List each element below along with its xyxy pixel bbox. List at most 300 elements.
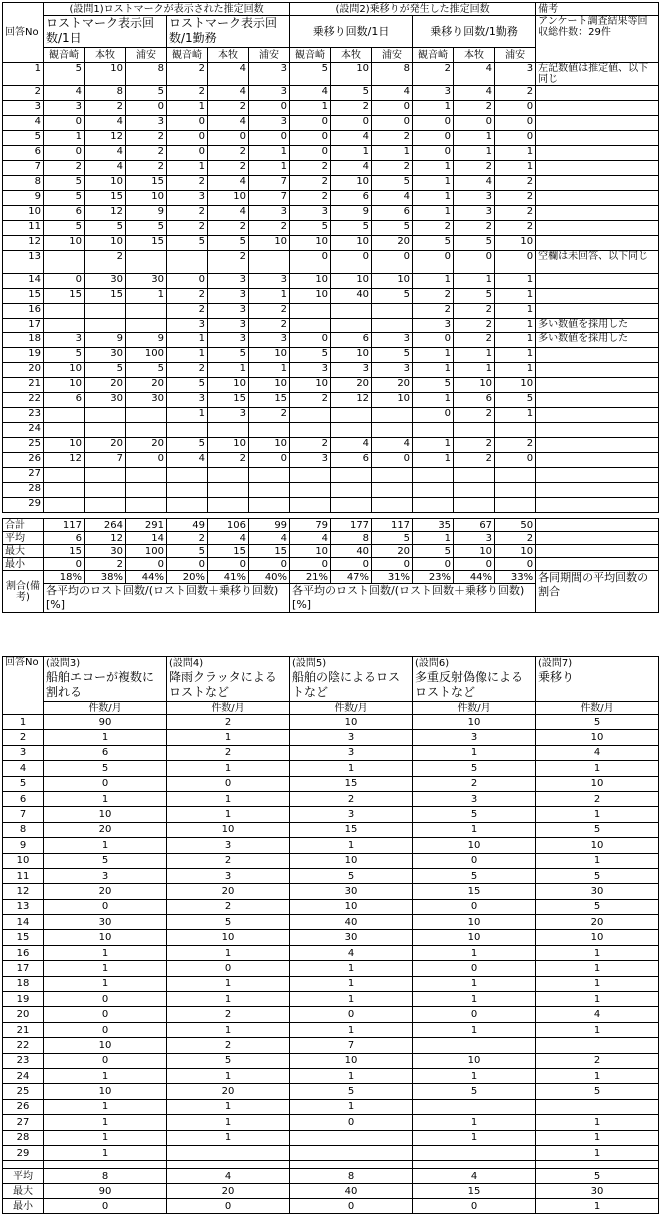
value-cell: 5 — [167, 438, 208, 453]
count-cell: 1 — [44, 791, 167, 806]
stat-value: 1 — [413, 532, 454, 545]
count-cell: 1 — [167, 992, 290, 1007]
table-row — [3, 1053, 659, 1068]
count-cell: 2 — [536, 1053, 659, 1068]
value-cell — [126, 319, 167, 333]
table-row — [3, 289, 659, 304]
count-cell: 10 — [290, 899, 413, 914]
value-cell: 10 — [249, 348, 290, 363]
value-cell: 10 — [44, 438, 85, 453]
value-cell: 1 — [413, 438, 454, 453]
count-cell: 10 — [536, 930, 659, 945]
count-cell: 1 — [167, 1130, 290, 1145]
count-cell: 7 — [290, 1038, 413, 1053]
value-cell: 1 — [454, 363, 495, 378]
value-cell — [495, 483, 536, 498]
note-cell: 空欄は未回答、以下同じ — [536, 251, 659, 274]
value-cell: 0 — [249, 453, 290, 468]
count-cell: 3 — [290, 730, 413, 745]
stat-value: 49 — [167, 519, 208, 532]
value-cell: 15 — [126, 176, 167, 191]
value-cell — [85, 423, 126, 438]
spacer-cell — [536, 1161, 659, 1169]
count-cell: 1 — [536, 1022, 659, 1037]
value-cell: 40 — [331, 289, 372, 304]
value-cell: 4 — [44, 86, 85, 101]
answer-no: 25 — [3, 1084, 44, 1099]
value-cell: 20 — [372, 236, 413, 251]
stat-row — [3, 1184, 659, 1199]
count-cell: 0 — [290, 1007, 413, 1022]
count-cell: 0 — [290, 1115, 413, 1130]
answer-no: 9 — [3, 838, 44, 853]
count-cell: 10 — [536, 776, 659, 791]
value-cell: 1 — [413, 191, 454, 206]
count-cell: 10 — [536, 838, 659, 853]
value-cell: 3 — [208, 304, 249, 319]
value-cell: 10 — [331, 236, 372, 251]
value-cell: 0 — [167, 131, 208, 146]
value-cell: 2 — [249, 408, 290, 423]
value-cell: 7 — [249, 191, 290, 206]
value-cell — [331, 408, 372, 423]
count-cell: 1 — [536, 853, 659, 868]
count-cell: 1 — [290, 1099, 413, 1114]
stat-value: 15 — [249, 545, 290, 558]
header-swap-per-day: 乗移り回数/1日 — [290, 16, 413, 48]
note-cell — [536, 116, 659, 131]
value-cell: 10 — [331, 63, 372, 86]
spacer-row — [3, 1161, 659, 1169]
answer-no: 25 — [3, 438, 44, 453]
answer-no: 28 — [3, 483, 44, 498]
value-cell — [44, 423, 85, 438]
note-cell — [536, 363, 659, 378]
table-row — [3, 348, 659, 363]
stat-value: 0 — [495, 558, 536, 571]
value-cell: 12 — [85, 131, 126, 146]
answer-no: 12 — [3, 884, 44, 899]
value-cell: 0 — [413, 333, 454, 348]
count-cell: 2 — [167, 715, 290, 730]
site-header: 浦安 — [126, 48, 167, 63]
answer-no: 14 — [3, 274, 44, 289]
spacer-cell — [413, 1161, 536, 1169]
count-cell: 1 — [44, 838, 167, 853]
value-cell: 10 — [85, 236, 126, 251]
value-cell: 3 — [126, 116, 167, 131]
count-cell: 1 — [536, 1130, 659, 1145]
question-description: 多重反射偽像によるロストなど — [413, 670, 536, 702]
stat-value: 0 — [372, 558, 413, 571]
unit-label: 件数/月 — [44, 702, 167, 715]
answer-no: 8 — [3, 822, 44, 837]
question-number: (設問4) — [167, 657, 290, 670]
value-cell: 4 — [372, 86, 413, 101]
value-cell — [372, 408, 413, 423]
count-cell: 4 — [536, 745, 659, 760]
note-cell — [536, 131, 659, 146]
ratio-value: 44% — [126, 571, 167, 584]
question-description: 船舶エコーが複数に割れる — [44, 670, 167, 702]
value-cell: 5 — [413, 378, 454, 393]
value-cell: 2 — [413, 221, 454, 236]
value-cell — [44, 408, 85, 423]
answer-no: 16 — [3, 304, 44, 319]
count-cell: 20 — [167, 884, 290, 899]
count-cell: 10 — [413, 915, 536, 930]
value-cell: 10 — [290, 274, 331, 289]
table-row — [3, 206, 659, 221]
value-cell: 0 — [44, 116, 85, 131]
count-cell: 20 — [44, 884, 167, 899]
note-cell — [536, 274, 659, 289]
value-cell: 0 — [495, 251, 536, 274]
stat-value: 8 — [331, 532, 372, 545]
table-row — [3, 1084, 659, 1099]
value-cell — [249, 468, 290, 483]
note-cell — [536, 468, 659, 483]
value-cell: 2 — [454, 161, 495, 176]
count-cell: 1 — [44, 730, 167, 745]
value-cell: 1 — [249, 161, 290, 176]
value-cell: 10 — [249, 438, 290, 453]
answer-no: 19 — [3, 992, 44, 1007]
count-cell: 5 — [44, 853, 167, 868]
value-cell: 20 — [85, 438, 126, 453]
value-cell: 2 — [495, 438, 536, 453]
value-cell: 5 — [372, 348, 413, 363]
value-cell: 2 — [290, 393, 331, 408]
note-cell — [536, 304, 659, 319]
stat-value: 14 — [126, 532, 167, 545]
value-cell — [290, 468, 331, 483]
stat-row — [3, 545, 659, 558]
value-cell: 3 — [208, 333, 249, 348]
count-cell: 1 — [167, 761, 290, 776]
value-cell: 1 — [495, 319, 536, 333]
ratio-value: 40% — [249, 571, 290, 584]
value-cell — [167, 251, 208, 274]
value-cell: 2 — [495, 221, 536, 236]
value-cell: 2 — [85, 101, 126, 116]
value-cell — [208, 468, 249, 483]
value-cell — [331, 304, 372, 319]
value-cell — [44, 468, 85, 483]
value-cell: 12 — [85, 206, 126, 221]
value-cell: 4 — [208, 176, 249, 191]
stat-value: 5 — [413, 545, 454, 558]
table-row — [3, 191, 659, 206]
value-cell: 1 — [290, 101, 331, 116]
stat-value: 30 — [536, 1184, 659, 1199]
value-cell — [126, 423, 167, 438]
value-cell: 8 — [126, 63, 167, 86]
value-cell: 1 — [413, 274, 454, 289]
value-cell — [372, 423, 413, 438]
stat-value: 67 — [454, 519, 495, 532]
count-cell: 5 — [413, 1084, 536, 1099]
site-header: 観音崎 — [167, 48, 208, 63]
value-cell: 0 — [495, 116, 536, 131]
count-cell: 3 — [290, 745, 413, 760]
site-header: 本牧 — [208, 48, 249, 63]
count-cell: 90 — [44, 715, 167, 730]
value-cell: 5 — [44, 221, 85, 236]
value-cell: 5 — [126, 363, 167, 378]
count-cell: 0 — [44, 899, 167, 914]
ratio-value: 20% — [167, 571, 208, 584]
count-cell: 10 — [44, 1084, 167, 1099]
note-cell: 左記数値は推定値、以下同じ — [536, 63, 659, 86]
header-note-detail: アンケート調査結果等回収総件数：29件 — [536, 16, 659, 63]
value-cell: 1 — [249, 146, 290, 161]
stat-label: 最大 — [3, 545, 44, 558]
count-cell: 1 — [413, 1022, 536, 1037]
value-cell: 3 — [372, 333, 413, 348]
count-cell: 1 — [167, 791, 290, 806]
value-cell — [372, 319, 413, 333]
value-cell: 0 — [454, 251, 495, 274]
count-cell: 10 — [290, 853, 413, 868]
count-cell: 10 — [167, 930, 290, 945]
count-cell: 1 — [44, 945, 167, 960]
value-cell: 0 — [372, 101, 413, 116]
answer-no: 29 — [3, 1145, 44, 1160]
value-cell: 5 — [454, 289, 495, 304]
count-cell: 1 — [413, 1130, 536, 1145]
value-cell — [126, 468, 167, 483]
count-cell: 1 — [290, 992, 413, 1007]
answer-no: 5 — [3, 131, 44, 146]
value-cell: 9 — [331, 206, 372, 221]
value-cell: 1 — [495, 274, 536, 289]
count-cell: 1 — [167, 1068, 290, 1083]
value-cell: 3 — [290, 206, 331, 221]
value-cell: 1 — [495, 146, 536, 161]
count-cell: 30 — [290, 884, 413, 899]
count-cell: 1 — [290, 761, 413, 776]
value-cell: 1 — [167, 161, 208, 176]
note-cell — [536, 206, 659, 221]
value-cell — [167, 498, 208, 513]
value-cell: 0 — [249, 131, 290, 146]
stat-value: 40 — [290, 1184, 413, 1199]
answer-no: 26 — [3, 1099, 44, 1114]
table-row — [3, 251, 659, 274]
value-cell: 10 — [331, 176, 372, 191]
table-row — [3, 945, 659, 960]
value-cell: 2 — [413, 304, 454, 319]
count-cell: 0 — [44, 1022, 167, 1037]
value-cell: 20 — [126, 378, 167, 393]
stat-value: 99 — [249, 519, 290, 532]
value-cell: 0 — [44, 274, 85, 289]
stat-value: 4 — [413, 1169, 536, 1184]
table-row — [3, 319, 659, 333]
value-cell: 10 — [208, 378, 249, 393]
value-cell — [413, 423, 454, 438]
value-cell: 2 — [454, 319, 495, 333]
note-cell — [536, 498, 659, 513]
stat-value: 2 — [85, 558, 126, 571]
value-cell: 2 — [454, 304, 495, 319]
table-row — [3, 761, 659, 776]
value-cell: 6 — [44, 206, 85, 221]
count-cell: 1 — [167, 1099, 290, 1114]
header-note: 備考 — [536, 3, 659, 16]
value-cell: 0 — [290, 131, 331, 146]
count-cell: 1 — [44, 1145, 167, 1160]
value-cell — [495, 423, 536, 438]
value-cell: 0 — [290, 116, 331, 131]
unit-label: 件数/月 — [536, 702, 659, 715]
value-cell: 0 — [44, 146, 85, 161]
stat-value: 291 — [126, 519, 167, 532]
stat-value: 15 — [44, 545, 85, 558]
stat-value: 8 — [290, 1169, 413, 1184]
count-cell: 1 — [536, 992, 659, 1007]
table-row — [3, 1099, 659, 1114]
count-cell: 2 — [167, 1038, 290, 1053]
value-cell: 5 — [290, 221, 331, 236]
count-cell: 1 — [44, 1130, 167, 1145]
value-cell: 2 — [126, 146, 167, 161]
header-swap-per-shift: 乗移り回数/1勤務 — [413, 16, 536, 48]
value-cell: 1 — [454, 274, 495, 289]
count-cell: 0 — [413, 899, 536, 914]
answer-no: 14 — [3, 915, 44, 930]
question-description: 降雨クラッタによるロストなど — [167, 670, 290, 702]
value-cell: 5 — [372, 221, 413, 236]
value-cell: 3 — [249, 274, 290, 289]
value-cell: 7 — [85, 453, 126, 468]
value-cell: 3 — [208, 408, 249, 423]
value-cell: 2 — [454, 101, 495, 116]
note-cell — [536, 191, 659, 206]
value-cell: 0 — [290, 333, 331, 348]
value-cell: 100 — [126, 348, 167, 363]
count-cell: 1 — [290, 976, 413, 991]
value-cell: 1 — [126, 289, 167, 304]
value-cell: 0 — [413, 408, 454, 423]
value-cell: 2 — [454, 408, 495, 423]
value-cell: 1 — [495, 304, 536, 319]
stat-value: 20 — [167, 1184, 290, 1199]
count-cell: 0 — [413, 853, 536, 868]
value-cell — [413, 498, 454, 513]
value-cell: 3 — [454, 191, 495, 206]
answer-no: 27 — [3, 468, 44, 483]
table-row — [3, 63, 659, 86]
value-cell: 2 — [44, 161, 85, 176]
value-cell: 2 — [290, 161, 331, 176]
table-row — [3, 236, 659, 251]
note-cell — [536, 86, 659, 101]
value-cell: 2 — [208, 161, 249, 176]
value-cell: 15 — [126, 236, 167, 251]
answer-no: 27 — [3, 1115, 44, 1130]
count-cell: 4 — [536, 1007, 659, 1022]
value-cell — [249, 423, 290, 438]
answer-no: 28 — [3, 1130, 44, 1145]
count-cell: 1 — [413, 1068, 536, 1083]
count-cell: 6 — [44, 745, 167, 760]
site-header: 浦安 — [495, 48, 536, 63]
count-cell: 0 — [44, 776, 167, 791]
table-row — [3, 176, 659, 191]
value-cell: 4 — [85, 161, 126, 176]
ratio-value: 23% — [413, 571, 454, 584]
value-cell — [331, 468, 372, 483]
value-cell: 10 — [372, 393, 413, 408]
answer-no: 16 — [3, 945, 44, 960]
stat-value: 100 — [126, 545, 167, 558]
table-row — [3, 1038, 659, 1053]
table-row — [3, 483, 659, 498]
stat-value: 0 — [413, 558, 454, 571]
value-cell: 0 — [372, 251, 413, 274]
stat-value: 4 — [249, 532, 290, 545]
stat-value: 35 — [413, 519, 454, 532]
note-cell — [536, 236, 659, 251]
value-cell: 2 — [167, 363, 208, 378]
value-cell: 10 — [331, 274, 372, 289]
value-cell: 3 — [331, 363, 372, 378]
table-row — [3, 378, 659, 393]
value-cell: 0 — [290, 146, 331, 161]
value-cell: 5 — [372, 289, 413, 304]
stat-row — [3, 519, 659, 532]
value-cell: 0 — [454, 116, 495, 131]
answer-no: 26 — [3, 453, 44, 468]
value-cell: 1 — [413, 101, 454, 116]
answer-no: 11 — [3, 221, 44, 236]
answer-no: 15 — [3, 930, 44, 945]
stat-value: 10 — [495, 545, 536, 558]
value-cell: 6 — [454, 393, 495, 408]
answer-no: 3 — [3, 745, 44, 760]
value-cell: 2 — [167, 63, 208, 86]
stat-value: 0 — [290, 1199, 413, 1214]
value-cell: 2 — [249, 221, 290, 236]
table-row — [3, 730, 659, 745]
count-cell: 5 — [413, 761, 536, 776]
count-cell: 1 — [290, 1068, 413, 1083]
ratio-row — [3, 571, 659, 584]
value-cell: 2 — [290, 438, 331, 453]
answer-no: 4 — [3, 761, 44, 776]
count-cell: 40 — [290, 915, 413, 930]
stat-value: 10 — [290, 545, 331, 558]
value-cell: 0 — [372, 453, 413, 468]
answer-no: 2 — [3, 86, 44, 101]
value-cell: 2 — [495, 206, 536, 221]
stat-value: 264 — [85, 519, 126, 532]
value-cell: 5 — [44, 176, 85, 191]
note-cell: 多い数値を採用した — [536, 319, 659, 333]
answer-no: 6 — [3, 791, 44, 806]
note-cell — [536, 423, 659, 438]
value-cell: 0 — [249, 101, 290, 116]
value-cell: 2 — [167, 289, 208, 304]
site-header: 本牧 — [454, 48, 495, 63]
value-cell — [495, 468, 536, 483]
count-cell: 30 — [536, 884, 659, 899]
answer-no: 29 — [3, 498, 44, 513]
table-row — [3, 1145, 659, 1160]
site-header: 観音崎 — [44, 48, 85, 63]
